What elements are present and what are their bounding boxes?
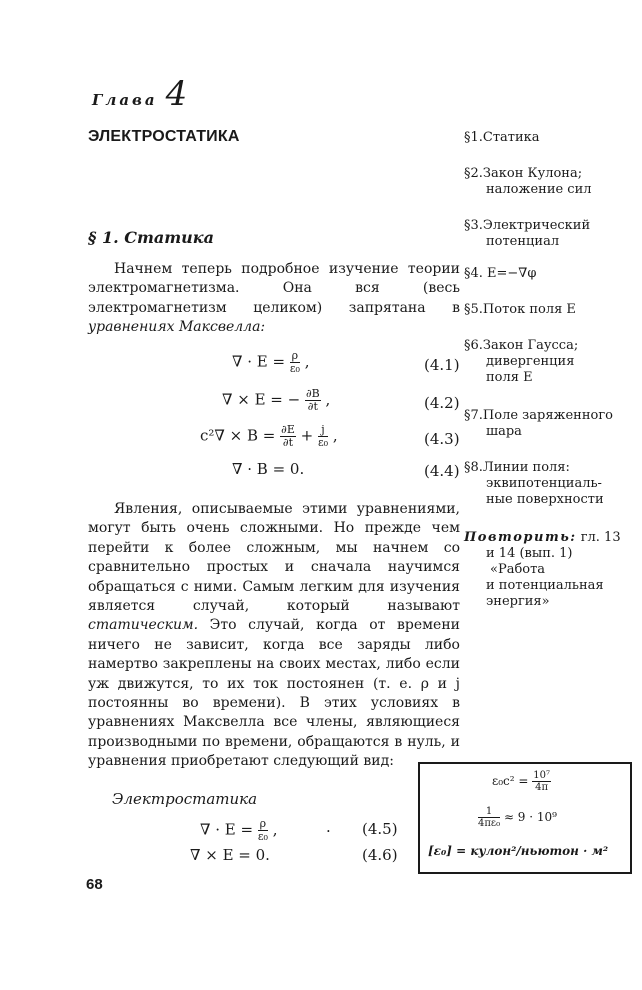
toc-item-3-label: §3.Электрический xyxy=(464,218,591,233)
review-label: Повторить: xyxy=(464,530,577,545)
constant-line-2 xyxy=(478,806,557,829)
constant-1-den: 4π xyxy=(535,782,549,793)
electrostatics-label: Электростатика xyxy=(112,790,258,808)
eq-4-2-post: , xyxy=(320,390,331,409)
toc-item-2-sub: наложение сил xyxy=(486,182,592,197)
toc-item-3 xyxy=(464,218,640,250)
constant-1-lhs: ε₀c² = xyxy=(492,774,533,788)
eq-4-1-fraction xyxy=(290,350,300,375)
eq-4-5-fraction xyxy=(258,818,268,843)
toc-item-6 xyxy=(464,338,640,386)
toc-item-1-label: §1.Статика xyxy=(464,130,540,145)
body-text-2: Это случай, когда от времени ничего не зависит, когда все заряды либо намертво закреплены на своих местах, либо если уж движутся, то их ток постоянен (т. е. ρ и j постоянны во времени). В этих условиях в уравнениях Максвелла все члены, являющиеся производными по времени, обращаются в нуль, и уравнения приобретают следующий вид: xyxy=(88,617,460,770)
eq-4-3-num: ∂E xyxy=(281,423,295,436)
constant-1-fraction xyxy=(532,770,551,793)
review-volume: и 14 (вып. 1) xyxy=(486,546,573,561)
eq-4-3-den2: ε₀ xyxy=(317,436,329,449)
eq-4-2-fraction xyxy=(305,388,321,413)
eq-4-5-den: ε₀ xyxy=(257,830,268,843)
eq-4-1-num: ρ xyxy=(291,349,299,362)
toc-item-7 xyxy=(464,408,640,440)
toc-item-6-label: §6.Закон Гаусса; xyxy=(464,338,579,353)
eq-4-1-post: , xyxy=(299,352,310,371)
toc-item-2-label: §2.Закон Кулона; xyxy=(464,166,583,181)
toc-item-7-label: §7.Поле заряженного xyxy=(464,408,613,423)
section-title: § 1. Статика xyxy=(88,228,214,247)
eq-4-3-fraction-1 xyxy=(280,424,296,449)
toc-item-8-sub-2: ные поверхности xyxy=(486,492,604,507)
eq-4-5-post: , xyxy=(267,820,278,839)
review-topic-3: энергия» xyxy=(486,594,550,609)
eq-4-2-den: ∂t xyxy=(307,400,318,413)
toc-item-2 xyxy=(464,166,640,198)
eq-4-3-den: ∂t xyxy=(282,436,294,449)
body-text-1: Явления, описываемые этими уравнениями, могут быть очень сложными. Но прежде чем перейти к более сложным, мы начнем со сравнительно простых и сначала научимся обращаться с ними. Самым легким для изучения является случай, который называют xyxy=(88,501,460,615)
equation-4-6: ∇ × E = 0. xyxy=(190,846,270,864)
eq-4-2-lhs: ∇ × E = − xyxy=(222,390,305,409)
intro-text: Начнем теперь подробное изучение теории электромагнетизма. Она вся (весь электромагнетизм целиком) запрятана в xyxy=(88,261,460,316)
constant-line-3: [ε₀] = кулон²/ньютон · м² xyxy=(428,844,609,858)
eq-4-3-fraction-2 xyxy=(318,424,328,449)
equation-4-1 xyxy=(232,350,310,375)
toc-item-3-sub: потенциал xyxy=(486,234,560,249)
constant-2-fraction xyxy=(478,806,500,829)
toc-item-4 xyxy=(464,266,640,282)
toc-item-4-label: §4. E=−∇φ xyxy=(464,266,537,281)
eq-4-5-lhs: ∇ · E = xyxy=(200,820,258,839)
body-paragraph xyxy=(88,500,460,772)
body-emphasis: статическим. xyxy=(88,617,199,634)
review-topic-2: и потенциальная xyxy=(486,578,604,593)
page-number: 68 xyxy=(86,876,103,893)
chapter-title: ЭЛЕКТРОСТАТИКА xyxy=(88,128,240,145)
eq-4-1-den: ε₀ xyxy=(289,362,300,375)
equation-number: (4.3) xyxy=(424,430,460,448)
intro-paragraph xyxy=(88,260,460,338)
review-chapters: гл. 13 xyxy=(576,530,621,545)
chapter-number: 4 xyxy=(165,74,188,114)
intro-emphasis: уравнениях Максвелла: xyxy=(88,319,266,336)
review-note xyxy=(464,530,640,610)
eq-4-3-num2: j xyxy=(318,424,328,437)
eq-4-3-post: , xyxy=(328,426,338,445)
equation-4-3 xyxy=(200,424,338,449)
equation-number: (4.2) xyxy=(424,394,460,412)
equation-4-5 xyxy=(200,818,278,843)
equation-number: (4.6) xyxy=(362,846,398,864)
equation-number: (4.4) xyxy=(424,462,460,480)
review-topic-1: «Работа xyxy=(490,562,546,577)
eq-4-5-num: ρ xyxy=(259,817,267,830)
toc-item-7-sub: шара xyxy=(486,424,522,439)
eq-4-2-num: ∂B xyxy=(305,387,320,400)
constant-2-den: 4πε₀ xyxy=(478,818,501,829)
constant-line-1 xyxy=(492,770,551,793)
eq-4-3-lhs: c²∇ × B = xyxy=(200,426,281,445)
toc-item-6-sub-1: дивергенция xyxy=(486,354,575,369)
constant-2-value: ≈ 9 · 10⁹ xyxy=(500,810,557,824)
toc-item-8-label: §8.Линии поля: xyxy=(464,460,570,475)
eq-4-3-plus: + xyxy=(295,426,318,445)
toc-item-1 xyxy=(464,130,640,146)
equation-4-4: ∇ · B = 0. xyxy=(232,460,305,478)
eq-4-1-lhs: ∇ · E = xyxy=(232,352,290,371)
equation-4-2 xyxy=(222,388,330,413)
stray-dot: · xyxy=(326,822,331,840)
toc-item-6-sub-2: поля E xyxy=(486,370,533,385)
constant-2-num: 1 xyxy=(478,806,500,818)
toc-item-8-sub-1: эквипотенциаль- xyxy=(486,476,602,491)
toc-item-5-label: §5.Поток поля E xyxy=(464,302,576,317)
constants-box xyxy=(418,762,632,874)
chapter-heading xyxy=(92,74,187,114)
toc-item-8 xyxy=(464,460,640,508)
equation-number: (4.5) xyxy=(362,820,398,838)
chapter-word: Глава xyxy=(92,91,158,109)
toc-item-5 xyxy=(464,302,640,318)
constant-1-num: 10⁷ xyxy=(533,770,550,781)
equation-number: (4.1) xyxy=(424,356,460,374)
